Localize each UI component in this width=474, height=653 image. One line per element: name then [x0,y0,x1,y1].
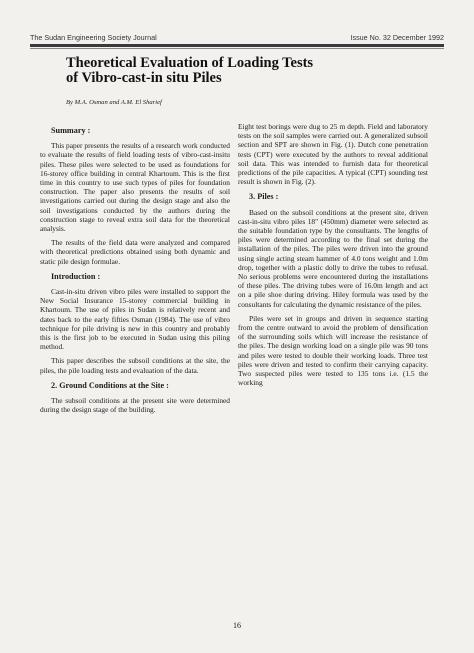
running-header [30,33,444,42]
title-line-1: Theoretical Evaluation of Loading Tests [66,55,314,71]
left-column [40,120,230,419]
header-rule [30,44,444,47]
borings-paragraph: Eight test borings were dug to 25 m depth. Field and laboratory tests on the soil samples were carried out. A generalized subsoil section and SPT are shown in Fig. (1). Dutch cone penetration tests (CPT) were executed by the authors to reveal additional soil data. This was intended to furnish data for theoretical predictions of the pile capacities. A typical (CPT) sounding test result is shown in Fig. (2). [238,122,428,187]
issue-number: Issue No. 32 December 1992 [350,33,444,42]
ground-conditions-heading: 2. Ground Conditions at the Site : [51,380,169,390]
ground-conditions-paragraph: The subsoil conditions at the present site were determined during the design stage of the building. [40,396,230,415]
introduction-heading: Introduction : [51,271,101,281]
author-byline: By M.A. Osman and A.M. El Sharief [66,99,162,106]
journal-name: The Sudan Engineering Society Journal [30,33,157,42]
piles-paragraph-2: Piles were set in groups and driven in sequence starting from the centre outward to avoid the problem of densification of the surrounding soils which will increase the resistance of the piles. The design working load on a single pile was 90 tons and piles were tested to double their working loads. Three test piles were driven and tested to confirm their carrying capacity. Two suspected piles were tested to 135 tons i.e. (1.5 the working [238,313,428,388]
summary-paragraph-1: This paper presents the results of a research work conducted to evaluate the results of field loading tests of vibro-cast-insitu piles. These piles were selected to be used as foundations for 16-storey office building in central Khartoum. This is the first time in this country to use such types of piles for foundation construction. The paper also presents the results of soil investigations carried out during the design stage and also the soil investigations conducted by the authors during the construction stage to reveal extra soil data for the theoretical analysis. [40,141,230,234]
piles-paragraph-1: Based on the subsoil conditions at the present site, driven cast-in-situ vibro piles 18" (450mm) diameter were selected as the suitable foundation type by the consultants. The lengths of piles were determined according to the final set during the installation of the piles. The piles were driven into the ground using single acting steam hammer of 4.0 tons weight and 1.0m drop, together with a plastic dolly to drive the tubes to refusal. No serious problems were encountered during the installations of these piles. The driving tubes were of 16.0m length and act on a pile shoe during driving. Hiley formula was used by the consultants for calculating the dynamic resistance of the piles. [238,207,428,309]
introduction-paragraph-2: This paper describes the subsoil conditions at the site, the piles, the pile loading tests and evaluation of the data. [40,356,230,375]
title-line-2: of Vibro-cast-in situ Piles [66,70,222,86]
page-number: 16 [233,621,241,630]
paper-title [66,56,406,86]
right-column [238,122,428,392]
summary-heading: Summary : [51,126,91,135]
summary-paragraph-2: The results of the field data were analyzed and compared with theoretical predictions obtained using both dynamic and static pile design formulae. [40,238,230,266]
piles-heading: 3. Piles : [249,192,279,202]
introduction-paragraph-1: Cast-in-situ driven vibro piles were installed to support the New Social Insurance 15-storey commercial building in Khartoum. The use of piles in Sudan is relatively recent and dates back to the early fifties Osman (1984). The use of vibro technique for pile driving is new in this country and probably this is the first job to be executed in Sudan using this piling method. [40,287,230,352]
